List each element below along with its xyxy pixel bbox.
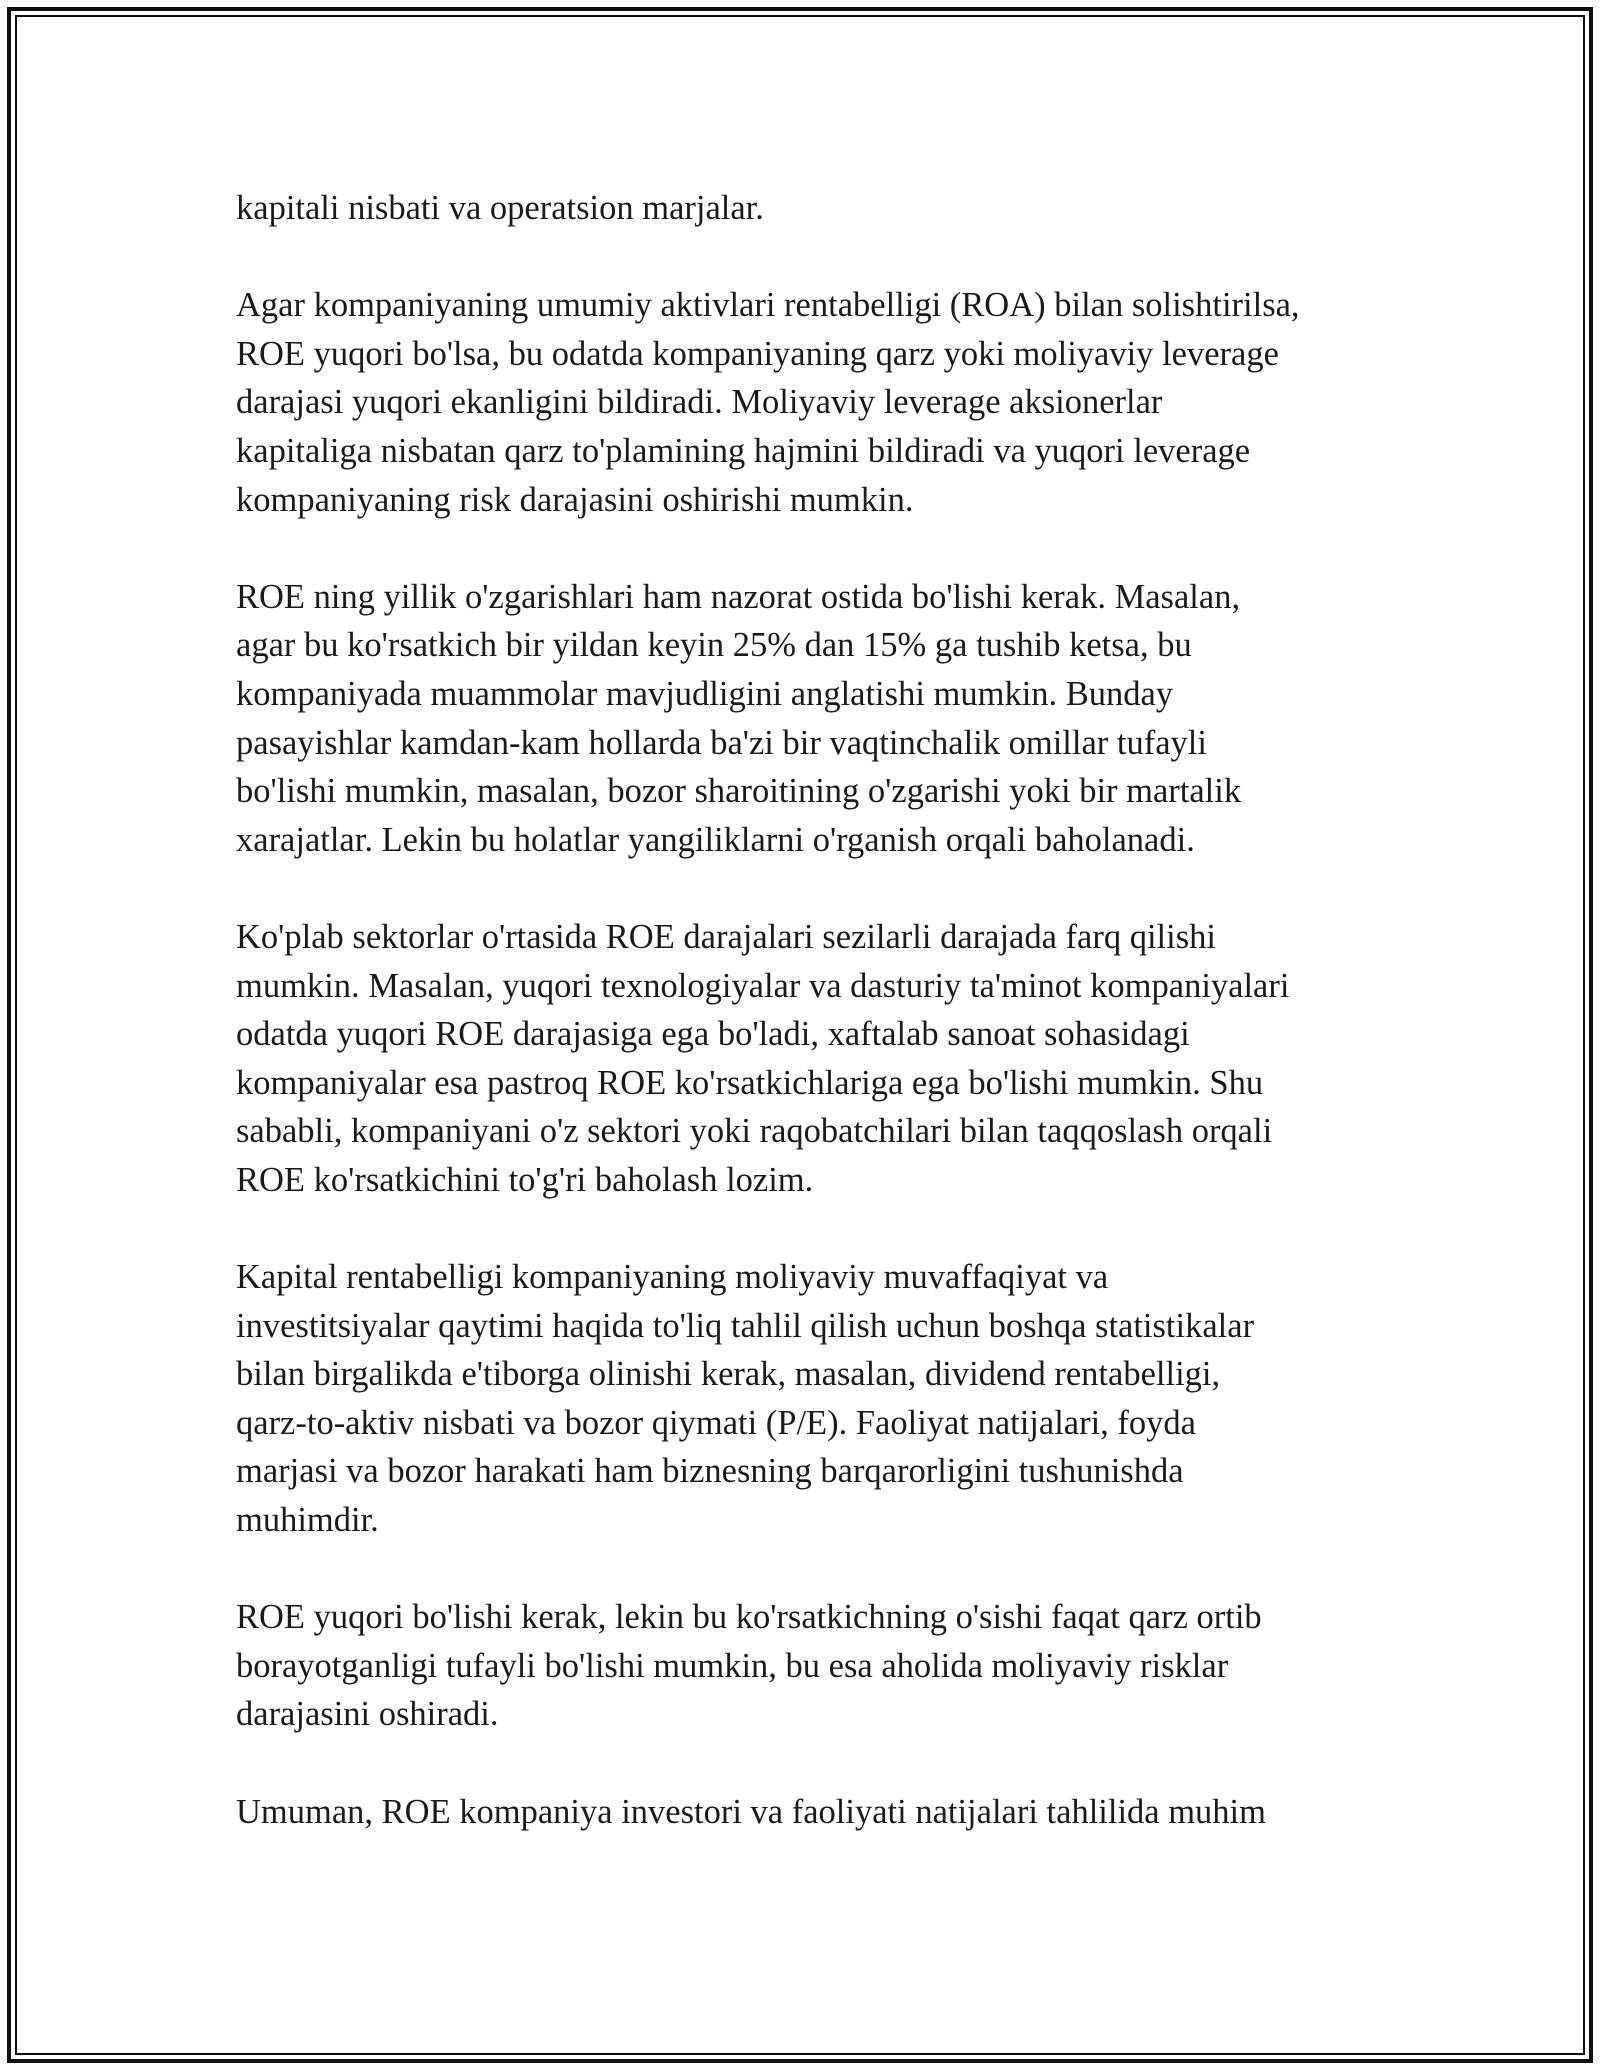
text-line: marjasi va bozor harakati ham biznesning barqarorligini tushunishda [236,1452,1184,1491]
paragraph-6 [236,1593,1396,1739]
paragraph-2 [236,281,1396,524]
paragraph-5 [236,1253,1396,1545]
text-line: ROE ning yillik o'zgarishlari ham nazorat ostida bo'lishi kerak. Masalan, [236,577,1241,616]
text-line: bilan birgalikda e'tiborga olinishi kerak, masalan, dividend rentabelligi, [236,1355,1221,1394]
text-line: Umuman, ROE kompaniya investori va faoliyati natijalari tahlilida muhim [236,1792,1266,1831]
text-line: bo'lishi mumkin, masalan, bozor sharoitining o'zgarishi yoki bir martalik [236,772,1242,811]
text-line: muhimdir. [236,1501,379,1540]
text-line: qarz-to-aktiv nisbati va bozor qiymati (P/E). Faoliyat natijalari, foyda [236,1403,1196,1442]
text-line: pasayishlar kamdan-kam hollarda ba'zi bir vaqtinchalik omillar tufayli [236,723,1207,762]
text-line: odatda yuqori ROE darajasiga ega bo'ladi, xaftalab sanoat sohasidagi [236,1015,1190,1054]
text-line: xarajatlar. Lekin bu holatlar yangiliklarni o'rganish orqali baholanadi. [236,820,1195,859]
paragraph-4 [236,913,1396,1205]
text-line: Kapital rentabelligi kompaniyaning moliyaviy muvaffaqiyat va [236,1258,1109,1297]
paragraph-3 [236,573,1396,865]
text-line: kompaniyada muammolar mavjudligini anglatishi mumkin. Bunday [236,674,1174,713]
text-line: kompaniyaning risk darajasini oshirishi mumkin. [236,480,914,519]
text-line: ROE yuqori bo'lsa, bu odatda kompaniyaning qarz yoki moliyaviy leverage [236,334,1279,373]
document-body [236,184,1396,1885]
text-line: Agar kompaniyaning umumiy aktivlari rentabelligi (ROA) bilan solishtirilsa, [236,286,1300,325]
text-line: Ko'plab sektorlar o'rtasida ROE darajalari sezilarli darajada farq qilishi [236,917,1216,956]
text-line: sababli, kompaniyani o'z sektori yoki raqobatchilari bilan taqqoslash orqali [236,1112,1273,1151]
text-line: mumkin. Masalan, yuqori texnologiyalar va dasturiy ta'minot kompaniyalari [236,966,1290,1005]
text-line: kompaniyalar esa pastroq ROE ko'rsatkichlariga ega bo'lishi mumkin. Shu [236,1063,1264,1102]
text-line: ROE ko'rsatkichini to'g'ri baholash lozim. [236,1160,814,1199]
paragraph-1 [236,184,1396,233]
text-line: agar bu ko'rsatkich bir yildan keyin 25% dan 15% ga tushib ketsa, bu [236,626,1192,665]
text-line: kapitali nisbati va operatsion marjalar. [236,189,764,227]
text-line: darajasini oshiradi. [236,1695,499,1734]
text-line: borayotganligi tufayli bo'lishi mumkin, bu esa aholida moliyaviy risklar [236,1646,1229,1685]
text-line: darajasi yuqori ekanligini bildiradi. Moliyaviy leverage aksionerlar [236,383,1163,422]
text-line: kapitaliga nisbatan qarz to'plamining hajmini bildiradi va yuqori leverage [236,431,1251,470]
paragraph-7 [236,1788,1396,1837]
text-line: investitsiyalar qaytimi haqida to'liq tahlil qilish uchun boshqa statistikalar [236,1306,1255,1345]
text-line: ROE yuqori bo'lishi kerak, lekin bu ko'rsatkichning o'sishi faqat qarz ortib [236,1598,1262,1637]
